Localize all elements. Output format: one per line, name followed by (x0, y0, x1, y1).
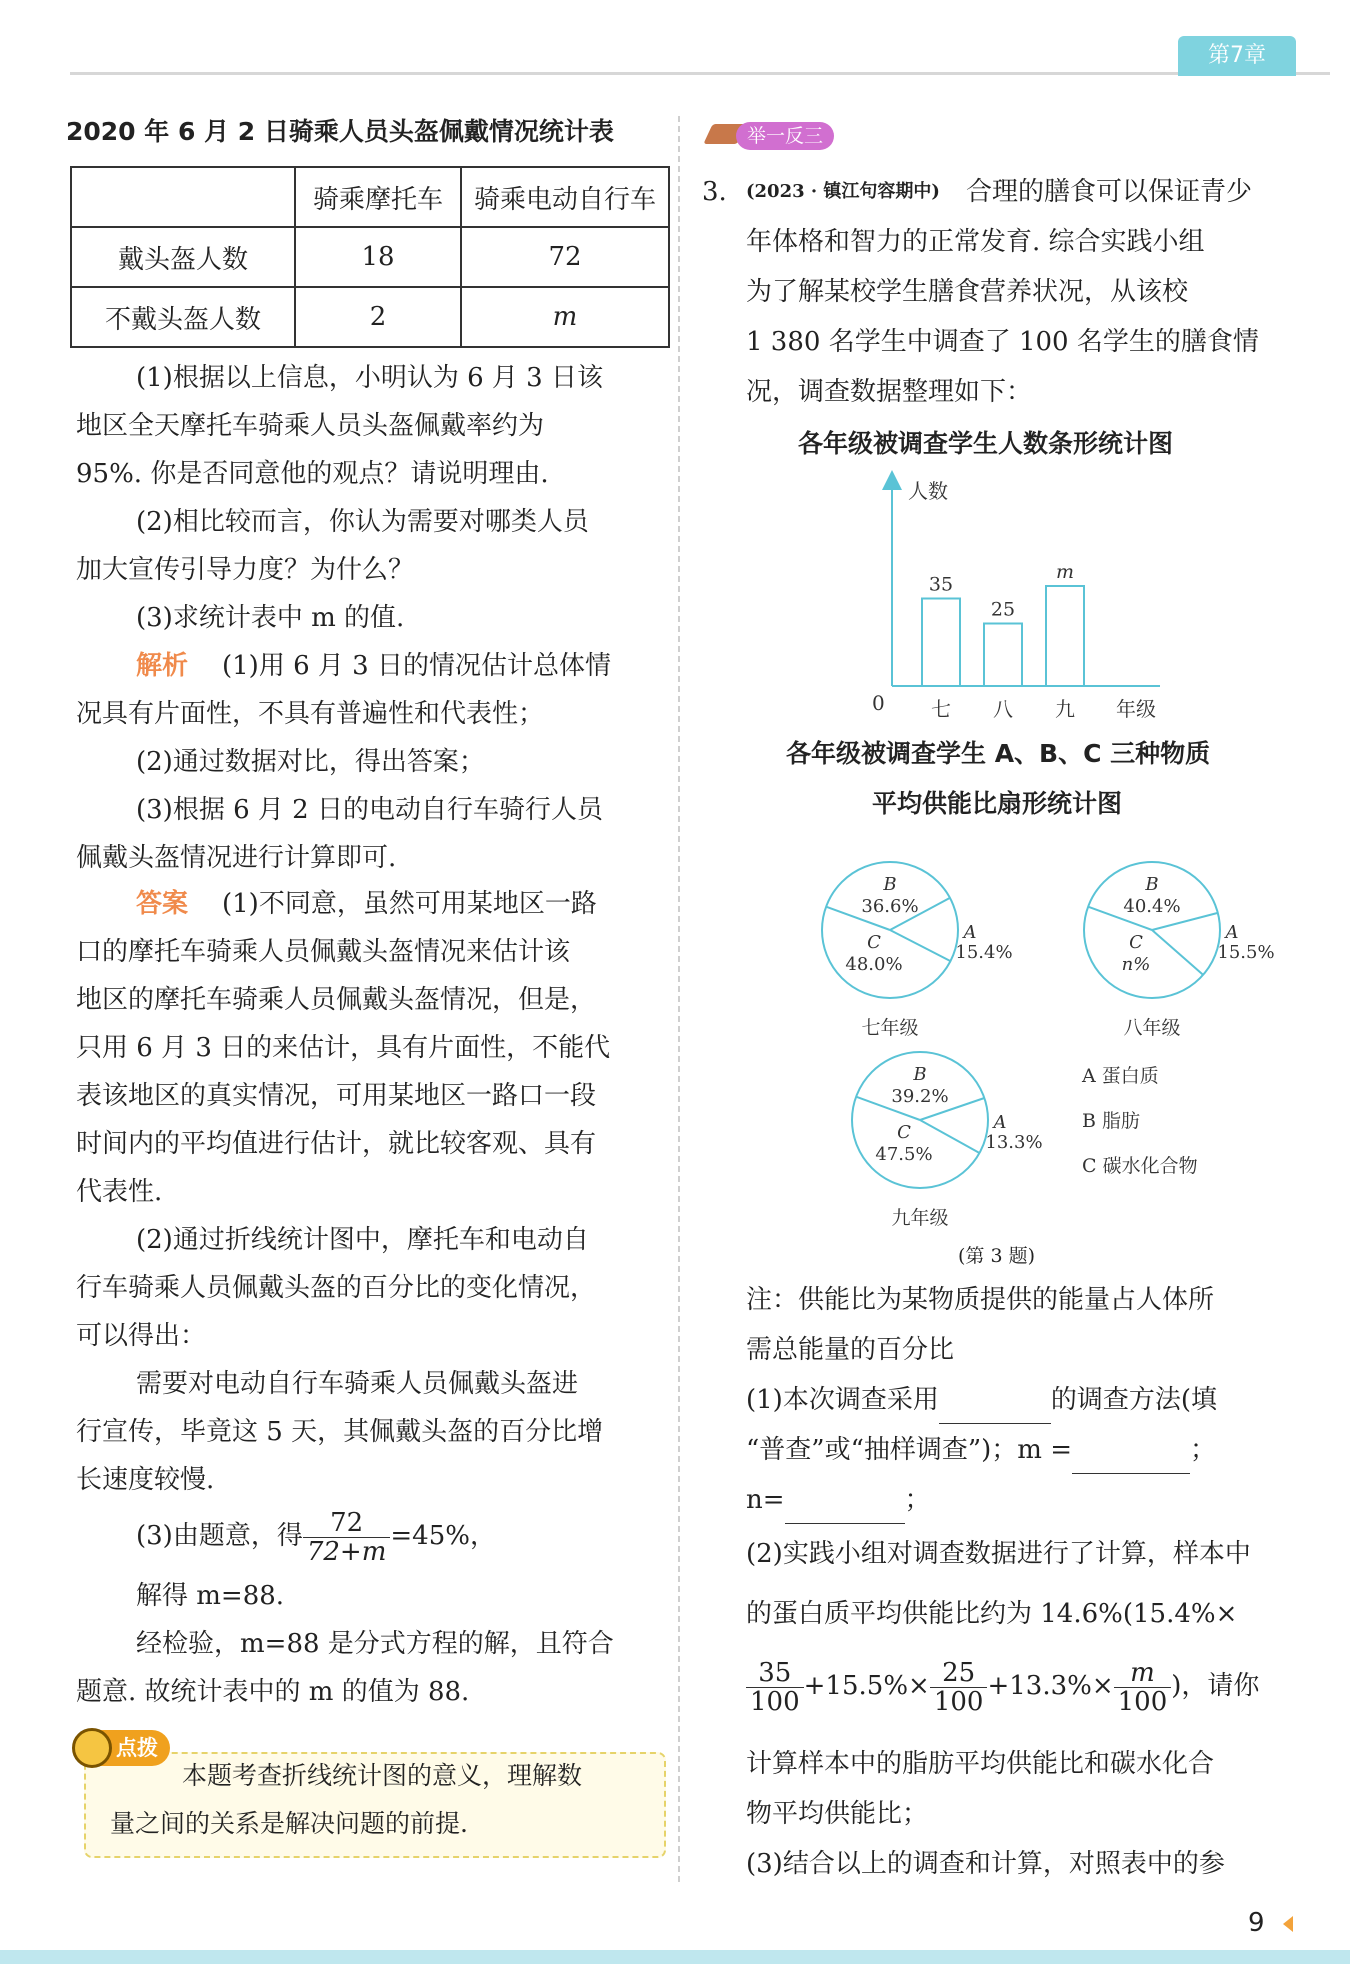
question-line: 年体格和智力的正常发育. 综合实践小组 (746, 227, 1205, 257)
tip-label: 点拨 (78, 1730, 170, 1766)
question-line: 地区全天摩托车骑乘人员头盔佩戴率约为 (76, 411, 545, 441)
pie-chart-label: 七年级 (861, 1017, 919, 1039)
table-row-label: 戴头盔人数 (71, 227, 295, 287)
analysis-line: (2)通过数据对比，得出答案； (136, 747, 485, 777)
formula-text: +15.5%× (803, 1671, 930, 1701)
pie-slice-value: 40.4% (1123, 896, 1181, 917)
equation-suffix: =45%， (390, 1521, 496, 1551)
y-axis-label: 人数 (908, 479, 948, 503)
analysis-line: 佩戴头盔情况进行计算即可. (76, 843, 397, 873)
bar-group (922, 561, 1084, 721)
bar-value-label: 25 (990, 598, 1016, 621)
answer-line: 可以得出： (76, 1321, 207, 1351)
q1-text: n= (746, 1485, 785, 1515)
note-line: 注：供能比为某物质提供的能量占人体所 (746, 1285, 1215, 1315)
fraction-denominator: 100 (1117, 1686, 1168, 1717)
fraction-numerator: 72 (303, 1509, 391, 1538)
pie-slice-value: 15.5% (1217, 942, 1275, 963)
bar (922, 599, 960, 687)
fraction-numerator: 35 (746, 1659, 804, 1688)
badge-label: 举一反三 (736, 122, 834, 150)
table-row (71, 227, 669, 287)
sub-question-2: 物平均供能比； (746, 1799, 929, 1829)
pie-slice-value: n% (1121, 954, 1151, 975)
answer-line: 地区的摩托车骑乘人员佩戴头盔情况，但是， (76, 985, 597, 1015)
mascot-icon (72, 1728, 112, 1768)
question-line: 况，调查数据整理如下： (746, 377, 1033, 407)
tip-line: 量之间的关系是解决问题的前提. (110, 1809, 468, 1838)
pie-slice-value: 39.2% (891, 1086, 949, 1107)
sub-question-3: (3)结合以上的调查和计算，对照表中的参 (746, 1849, 1225, 1879)
pie-slice-label: A (993, 1112, 1007, 1133)
q1-text: (1)本次调查采用 (746, 1385, 939, 1415)
fraction (930, 1659, 988, 1716)
answer-line: (1)不同意，虽然可用某地区一路 (222, 889, 597, 919)
fraction (1114, 1659, 1172, 1716)
q1-text: ； (1190, 1435, 1217, 1465)
fraction-denominator: 72+m (306, 1536, 387, 1567)
pie-charts (760, 830, 1280, 1230)
tip-line: 本题考查折线统计图的意义，理解数 (182, 1761, 583, 1790)
sub-question-2: 计算样本中的脂肪平均供能比和碳水化合 (746, 1749, 1215, 1779)
table-cell (71, 167, 295, 227)
table-row (71, 287, 669, 347)
question-line: 加大宣传引导力度？为什么？ (76, 555, 415, 585)
q1-text: 的调查方法(填 (1050, 1385, 1217, 1415)
answer-line: (2)通过折线统计图中，摩托车和电动自 (136, 1225, 589, 1255)
answer-line: 口的摩托车骑乘人员佩戴头盔情况来估计该 (76, 937, 571, 967)
pie-slice-value: 13.3% (985, 1132, 1043, 1153)
fraction-numerator: 25 (930, 1659, 988, 1688)
pie-slice-value: 48.0% (845, 954, 903, 975)
bar-value-label: 35 (928, 573, 954, 596)
answer-blank[interactable] (785, 1493, 905, 1524)
bar (984, 624, 1022, 687)
analysis-line: (3)根据 6 月 2 日的电动自行车骑行人员 (136, 795, 603, 825)
pie-slice-value: 15.4% (955, 942, 1013, 963)
helmet-table (70, 166, 670, 348)
formula-text: )，请你 (1171, 1671, 1260, 1701)
section-badge (708, 120, 836, 152)
solve-line: 题意. 故统计表中的 m 的值为 88. (76, 1677, 470, 1707)
q1-text: ； (904, 1485, 931, 1515)
equation-fraction (303, 1509, 391, 1566)
table-header-cell: 骑乘电动自行车 (461, 167, 669, 227)
pie-chart-title: 各年级被调查学生 A、B、C 三种物质 (786, 739, 1211, 768)
page-arrow-icon (1283, 1916, 1293, 1932)
sub-question-2-formula (746, 1656, 1259, 1716)
analysis-label: 解析 (136, 651, 189, 681)
table-cell: 2 (295, 287, 461, 347)
fraction-numerator: m (1114, 1659, 1172, 1688)
answer-line: 长速度较慢. (76, 1465, 215, 1495)
question-line: 为了解某校学生膳食营养状况，从该校 (746, 277, 1189, 307)
question-source: (2023 · 镇江句容期中) (746, 181, 940, 202)
pie-group (822, 862, 1275, 1229)
question-line: (3)求统计表中 m 的值. (136, 603, 405, 633)
answer-line: 只用 6 月 3 日的来估计，具有片面性，不能代 (76, 1033, 611, 1063)
chapter-tab: 第7章 (1178, 36, 1296, 76)
x-axis-label: 年级 (1116, 697, 1156, 721)
page-number: 9 (1248, 1908, 1265, 1938)
fraction-denominator: 100 (933, 1686, 984, 1717)
pie-slice-label: B (913, 1064, 927, 1085)
pie-slice-label: B (883, 874, 897, 895)
sub-question-2: (2)实践小组对调查数据进行了计算，样本中 (746, 1539, 1251, 1569)
bar (1046, 586, 1084, 686)
pie-slice-value: 47.5% (875, 1144, 933, 1165)
pie-slice-label: A (963, 922, 977, 943)
x-tick-label: 七 (931, 697, 951, 721)
table-cell: 18 (295, 227, 461, 287)
figure-caption: (第 3 题) (958, 1245, 1035, 1267)
sub-question-1 (746, 1426, 1216, 1474)
solve-line: 经检验，m=88 是分式方程的解，且符合 (136, 1629, 614, 1659)
legend-item: C 碳水化合物 (1082, 1155, 1198, 1177)
question-number: 3. (702, 177, 727, 207)
pie-slice-value: 36.6% (861, 896, 919, 917)
answer-blank[interactable] (1072, 1443, 1190, 1474)
answer-label: 答案 (136, 889, 189, 919)
table-cell: m (461, 287, 669, 347)
question-line: 合理的膳食可以保证青少 (966, 177, 1253, 207)
table-header-cell: 骑乘摩托车 (295, 167, 461, 227)
answer-blank[interactable] (939, 1393, 1051, 1424)
header-rule (70, 72, 1330, 75)
bar-chart-title: 各年级被调查学生人数条形统计图 (798, 429, 1174, 458)
pie-chart-label: 八年级 (1123, 1017, 1181, 1039)
formula-text: +13.3%× (987, 1671, 1114, 1701)
answer-line: 时间内的平均值进行估计，就比较客观、具有 (76, 1129, 597, 1159)
equation (136, 1506, 496, 1566)
note-line: 需总能量的百分比 (746, 1335, 955, 1365)
pie-chart-label: 九年级 (891, 1207, 949, 1229)
footer-band (0, 1950, 1350, 1964)
answer-line: 行宣传，毕竟这 5 天，其佩戴头盔的百分比增 (76, 1417, 604, 1447)
table-row (71, 167, 669, 227)
sub-question-1 (746, 1376, 1217, 1424)
solve-line: 解得 m=88. (136, 1581, 285, 1611)
x-tick-label: 八 (993, 697, 1013, 721)
answer-line: 代表性. (76, 1177, 163, 1207)
answer-line: 行车骑乘人员佩戴头盔的百分比的变化情况， (76, 1273, 597, 1303)
q1-text: “普查”或“抽样调查”)；m = (746, 1435, 1073, 1465)
bar-value-label: m (1055, 561, 1075, 583)
table-row-label: 不戴头盔人数 (71, 287, 295, 347)
question-line: (2)相比较而言，你认为需要对哪类人员 (136, 507, 589, 537)
sub-question-2: 的蛋白质平均供能比约为 14.6%(15.4%× (746, 1599, 1238, 1629)
question-line: (1)根据以上信息，小明认为 6 月 3 日该 (136, 363, 603, 393)
table-title: 2020 年 6 月 2 日骑乘人员头盔佩戴情况统计表 (66, 117, 614, 146)
answer-line: 表该地区的真实情况，可用某地区一路口一段 (76, 1081, 597, 1111)
bar-chart (860, 470, 1180, 730)
answer-line: 需要对电动自行车骑乘人员佩戴头盔进 (136, 1369, 579, 1399)
analysis-line: (1)用 6 月 3 日的情况估计总体情 (222, 651, 611, 681)
pie-slice-label: C (897, 1122, 911, 1143)
table-cell: 72 (461, 227, 669, 287)
sub-question-1 (746, 1476, 931, 1524)
question-line: 95%. 你是否同意他的观点？请说明理由. (76, 459, 549, 489)
pie-slice-label: C (1129, 932, 1143, 953)
pie-slice-label: A (1225, 922, 1239, 943)
legend-item: B 脂肪 (1082, 1110, 1141, 1132)
analysis-line: 况具有片面性，不具有普遍性和代表性； (76, 699, 545, 729)
column-divider (678, 116, 680, 1882)
legend-item: A 蛋白质 (1082, 1065, 1159, 1087)
fraction (746, 1659, 804, 1716)
question-line: 1 380 名学生中调查了 100 名学生的膳食情 (746, 327, 1259, 357)
equation-prefix: (3)由题意，得 (136, 1521, 303, 1551)
x-tick-label: 九 (1055, 697, 1075, 721)
pie-chart-title: 平均供能比扇形统计图 (872, 789, 1123, 818)
fraction-denominator: 100 (750, 1686, 800, 1717)
origin-label: 0 (872, 691, 885, 715)
pie-slice-label: C (867, 932, 881, 953)
pie-slice-label: B (1145, 874, 1159, 895)
